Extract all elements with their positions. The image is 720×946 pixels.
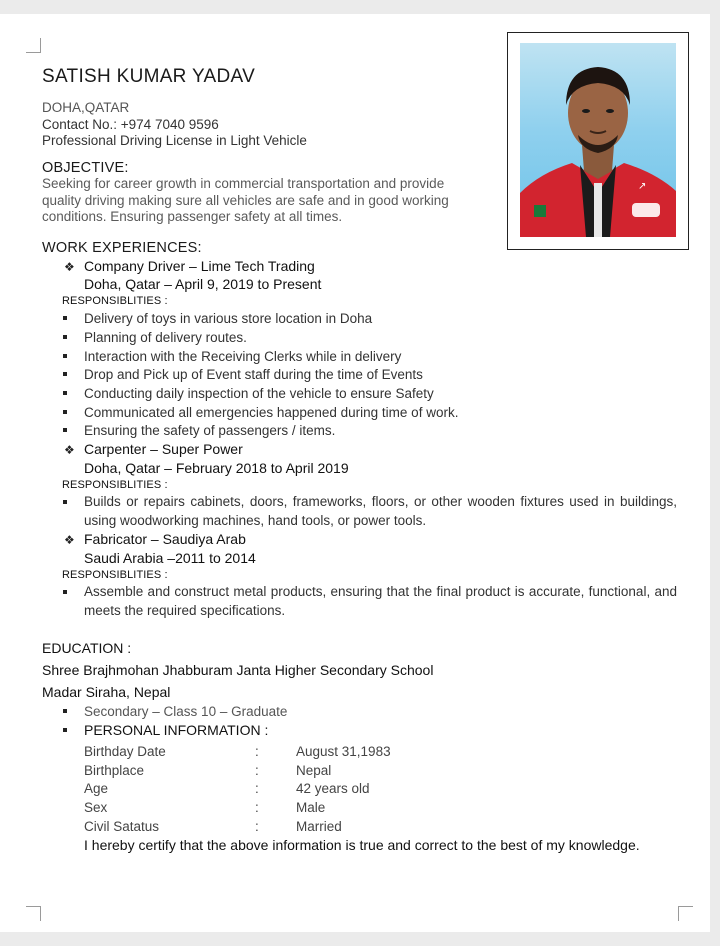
responsibilities-label: RESPONSIBLITIES : (62, 479, 168, 491)
work-experience-heading: WORK EXPERIENCES: (42, 240, 202, 256)
info-value: 42 years old (296, 781, 370, 796)
info-label: Age (84, 781, 109, 796)
profile-photo-frame (507, 32, 689, 250)
education-level: Secondary – Class 10 – Graduate (84, 704, 288, 719)
job-location-dates: Saudi Arabia –2011 to 2014 (84, 550, 256, 566)
list-item: Planning of delivery routes. (84, 330, 247, 345)
page-corner-mark (26, 38, 41, 53)
applicant-name: SATISH KUMAR YADAV (42, 66, 256, 87)
school-name: Shree Brajhmohan Jhabburam Janta Higher Secondary School (42, 662, 434, 678)
square-bullet-icon (63, 391, 67, 395)
info-colon: : (255, 744, 259, 759)
job-title: Fabricator – Saudiya Arab (84, 531, 246, 547)
diamond-bullet-icon: ❖ (64, 260, 75, 274)
job-title: Company Driver – Lime Tech Trading (84, 258, 315, 274)
document-page (0, 14, 710, 932)
list-item: Delivery of toys in various store location in Doha (84, 311, 373, 326)
info-colon: : (255, 763, 259, 778)
job-title: Carpenter – Super Power (84, 441, 243, 457)
info-value: Married (296, 819, 342, 834)
list-item: Ensuring the safety of passengers / items. (84, 423, 336, 438)
square-bullet-icon (63, 335, 67, 339)
driving-license: Professional Driving License in Light Vehicle (42, 133, 307, 148)
square-bullet-icon (63, 500, 67, 504)
location: DOHA,QATAR (42, 100, 130, 115)
info-label: Civil Satatus (84, 819, 160, 834)
square-bullet-icon (63, 709, 67, 713)
person-portrait-icon (520, 43, 676, 237)
info-value: Male (296, 800, 326, 815)
square-bullet-icon (63, 354, 67, 358)
diamond-bullet-icon: ❖ (64, 443, 75, 457)
diamond-bullet-icon: ❖ (64, 533, 75, 547)
info-colon: : (255, 819, 259, 834)
profile-photo (520, 43, 676, 237)
page-corner-mark (678, 906, 693, 921)
square-bullet-icon (63, 728, 67, 732)
responsibilities-label: RESPONSIBLITIES : (62, 295, 168, 307)
school-location: Madar Siraha, Nepal (42, 684, 171, 700)
info-colon: : (255, 800, 259, 815)
page-corner-mark (26, 906, 41, 921)
list-item: Assemble and construct metal products, ensuring that the final product is accurate, functional, and meets the required specifications. (84, 584, 677, 618)
list-item: Drop and Pick up of Event staff during the time of Events (84, 367, 423, 382)
square-bullet-icon (63, 372, 67, 376)
info-value: August 31,1983 (296, 744, 391, 759)
personal-info-heading: PERSONAL INFORMATION : (84, 722, 269, 738)
svg-text:↗: ↗ (638, 181, 647, 192)
info-colon: : (255, 781, 259, 796)
info-label: Birthday Date (84, 744, 166, 759)
square-bullet-icon (63, 316, 67, 320)
objective-text: Seeking for career growth in commercial transportation and provide quality driving making sure all vehicles are safe and in good working conditions. Ensuring passenger safety at all times. (42, 176, 449, 224)
job-location-dates: Doha, Qatar – February 2018 to April 2019 (84, 460, 349, 476)
square-bullet-icon (63, 428, 67, 432)
education-heading: EDUCATION : (42, 640, 132, 656)
info-label: Sex (84, 800, 108, 815)
responsibilities-label: RESPONSIBLITIES : (62, 569, 168, 581)
info-label: Birthplace (84, 763, 145, 778)
job-location-dates: Doha, Qatar – April 9, 2019 to Present (84, 276, 322, 292)
list-item: Conducting daily inspection of the vehicle to ensure Safety (84, 386, 434, 401)
square-bullet-icon (63, 590, 67, 594)
info-value: Nepal (296, 763, 332, 778)
square-bullet-icon (63, 410, 67, 414)
list-item: Builds or repairs cabinets, doors, frameworks, floors, or other wooden fixtures used in buildings, using woodworking machines, hand tools, or power tools. (84, 494, 677, 528)
list-item: Interaction with the Receiving Clerks while in delivery (84, 349, 402, 364)
objective-heading: OBJECTIVE: (42, 160, 129, 176)
list-item: Communicated all emergencies happened during time of work. (84, 405, 459, 420)
contact-number: Contact No.: +974 7040 9596 (42, 117, 219, 132)
certification-statement: I hereby certify that the above information is true and correct to the best of my knowledge. (84, 837, 640, 853)
